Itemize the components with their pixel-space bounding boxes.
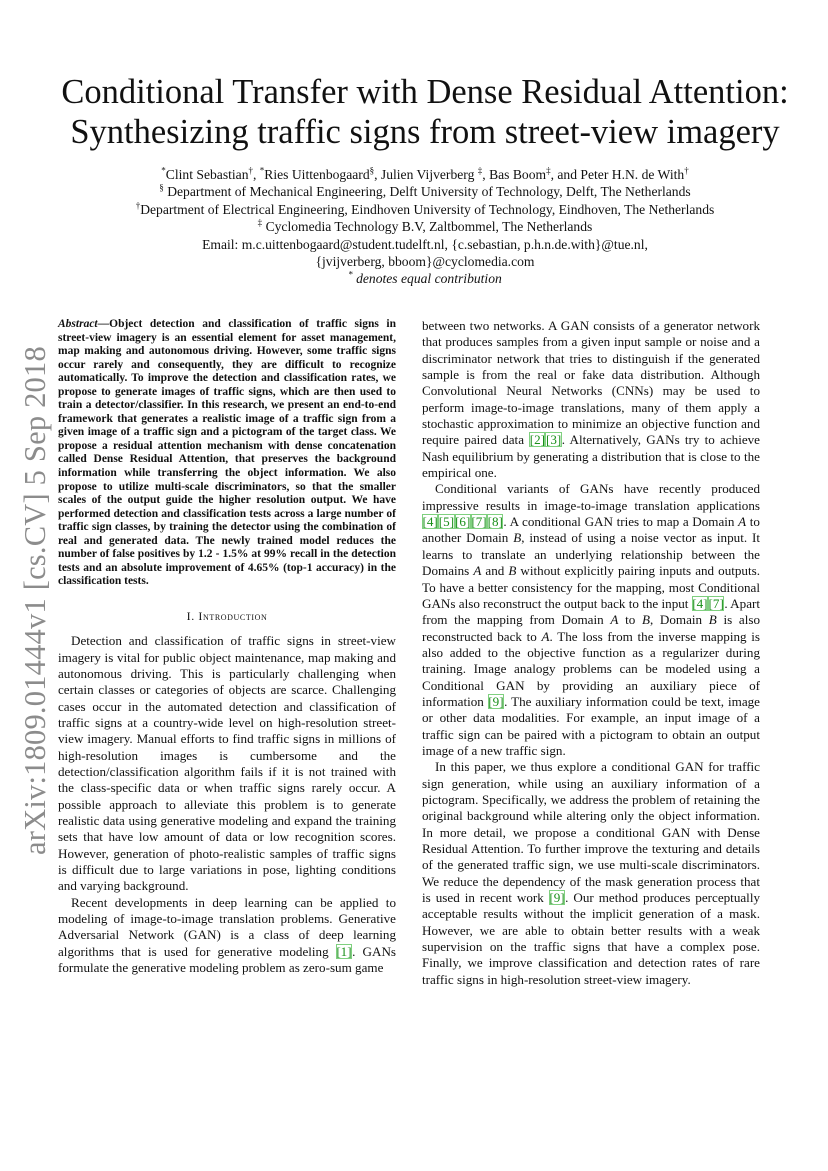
author-names: *Clint Sebastian†, *Ries Uittenbogaard§, Julien Vijverberg ‡, Bas Boom‡, and Peter H.N. de With† [161,165,689,182]
citation-link[interactable]: [4] [692,595,708,611]
abstract-label: Abstract [58,318,98,330]
affiliation-text: Department of Electrical Engineering, Eindhoven University of Technology, Eindhoven, The Netherlands [140,201,715,217]
author-name: Julien Vijverberg [380,167,478,182]
paragraph [422,481,760,759]
equal-contribution-text: denotes equal contribution [352,271,502,287]
author-name: Clint Sebastian [165,167,249,182]
author-name: Bas Boom [489,167,547,182]
abstract [58,318,396,589]
paragraph [58,895,396,977]
math-symbol: B [513,530,522,546]
text-run: . The auxiliary information could be text, image or other data modalities. For example, an input image of a traffic sign can be paired with a pictogram to obtain an output image of a new traffic sign. [422,693,760,758]
text-run: . Our method produces perceptually acceptable results without the implicit generation of a mask. However, we are able to obtain better results with a weak supervision on the traffic signs that have a complex pose. Finally, we improve classification and detection rates of rare traffic signs in high-resolution street-view imagery. [422,890,760,987]
equal-contribution-mark: * [161,165,166,176]
citation-link[interactable]: [1] [336,943,352,959]
affiliation-delft [60,183,790,200]
math-symbol: A [738,514,747,530]
affiliation-text: Cyclomedia Technology B.V, Zaltbommel, The Netherlands [262,219,593,235]
text-run: without explicitly pairing inputs and outputs. To have a better consistency for the mapping, most Conditional GANs also reconstruct the output back to the input [422,563,760,611]
math-symbol: B [641,612,650,628]
text-run: and [481,563,509,579]
affiliation-mark: ‡ [477,165,483,176]
text-run: . The loss from the inverse mapping is also added to the objective function as a regularizer during training. Image analogy problems can be modeled using a Conditional GAN by providing an auxiliary piece of information [422,628,761,709]
affiliation-mark: ‡ [257,217,263,228]
text-run: Conditional variants of GANs have recently produced impressive results in image-to-image translation applications [422,481,760,513]
affiliation-eindhoven [60,201,790,218]
math-symbol: B [708,612,717,628]
author-block [60,166,790,288]
text-run: to [618,612,642,628]
citation-link[interactable]: [8] [487,514,503,530]
text-run: , instead of using a noise vector as input. It learns to translate an underlying relationship between the Domains [422,530,760,579]
arxiv-identifier: arXiv:1809.01444v1 [cs.CV] 5 Sep 2018 [18,346,52,855]
affiliation-text: Department of Mechanical Engineering, Delft University of Technology, Delft, The Netherlands [163,184,691,200]
citation-link[interactable]: [6] [455,514,471,530]
text-run: , Domain [649,612,709,628]
right-column [422,318,760,988]
affiliation-mark: † [135,200,141,211]
paragraph [422,318,760,481]
equal-contribution-mark: * [259,165,265,176]
title-line-2: Synthesizing traffic signs from street-view imagery [70,113,780,151]
text-run: . GANs formulate the generative modeling problem as zero-sum game [58,943,396,976]
author-name: Ries Uittenbogaard [264,167,370,182]
affiliation-mark: § [159,182,164,193]
citation-link[interactable]: [3] [545,432,562,448]
affiliation-mark: † [248,165,253,176]
text-run: Recent developments in deep learning can be applied to modeling of image-to-image translation problems. Generative Adversarial Network (GAN) is a class of deep learning algorithms that is used for generative modeling [58,894,396,959]
left-column [58,318,396,977]
citation-link[interactable]: [7] [708,595,724,611]
citation-link[interactable]: [2] [529,432,545,448]
title-line-1: Conditional Transfer with Dense Residual Attention: [61,73,789,111]
citation-link[interactable]: [9] [549,890,565,906]
affiliation-mark: † [684,165,689,176]
text-run: between two networks. A GAN consists of a generator network that produces samples from a given input sample or noise and a discriminator network that tries to distinguish if the generated sample is from the real or fake data distribution. Although Convolutional Neural Networks (CNNs) may be used to perform image-to-image translations, many of them apply a stochastic approximation to minimize an objective function and require paired data [422,318,760,448]
citation-link[interactable]: [7] [471,514,487,530]
text-run: is also reconstructed back to [422,612,761,644]
math-symbol: A [610,612,619,628]
text-run: . Alternatively, GANs try to achieve Nash equilibrium by generating a distribution that is close to the empirical one. [422,432,760,481]
equal-contribution-mark: * [348,269,353,280]
email-line-1: Email: m.c.uittenbogaard@student.tudelft.nl, {c.sebastian, p.h.n.de.with}@tue.nl, [202,236,648,252]
math-symbol: B [508,563,517,579]
math-symbol: A [473,563,482,579]
citation-link[interactable]: [5] [438,514,455,530]
section-heading-introduction: I. Introduction [186,608,268,623]
citation-link[interactable]: [9] [488,693,504,709]
author-name: and Peter H.N. de With [557,167,685,182]
abstract-text: —Object detection and classification of traffic signs in street-view imagery is an essential element for asset management, map making and autonomous driving. However, some traffic signs occur rarely and consequently, they are difficult to recognize automatically. To improve the detection and classification rates, we propose to generate images of traffic signs, which are then used to train a detector/classifier. In this research, we present an end-to-end framework that generates a realistic image of a traffic sign from a given image of a traffic sign and a pictogram of the target class. We propose a residual attention mechanism with dense concatenation called Dense Residual Attention, that preserves the background information while transferring the object information. We also propose to utilize multi-scale discriminators, so that the smaller scales of the output guide the higher resolution output. We have performed detection and classification tests across a large number of traffic sign classes, by training the detector using the combination of real and generated data. The newly trained model reduces the number of false positives by 1.2 - 1.5% at 99% recall in the detection tests and an absolute improvement of 4.65% (top-1 accuracy) in the classification tests. [58,318,396,588]
math-symbol: A [541,628,550,644]
text-run: . Apart from the mapping from Domain [422,595,760,628]
affiliation-cyclomedia [60,218,790,235]
paragraph: Detection and classification of traffic signs in street-view imagery is vital for public object maintenance, map making and autonomous driving. This is particularly challenging when certain classes or categories of objects are scarce. Challenging cases occur in the automated detection and classification of traffic signs at a country-wide level on high-resolution street-view imagery. Manual efforts to find traffic signs in millions of high-resolution images is cumbersome and the detection/classification algorithm fails if it is not trained with the class-specific data or when traffic signs rarely occur. A possible approach to alleviate this problem is to generate realistic data using generative modeling and expand the training sets that have low amount of data or low recognition scores. However, generation of photo-realistic samples of traffic signs is difficult due to large variations in pose, lighting conditions and varying background. [58,633,396,894]
paragraph [422,759,760,988]
equal-contribution-note [60,270,790,287]
affiliation-mark: § [369,165,375,176]
affiliation-mark: ‡ [546,165,551,176]
email-line-2: {jvijverberg, bboom}@cyclomedia.com [315,254,535,270]
text-run: to another Domain [422,514,760,546]
text-run: In this paper, we thus explore a conditional GAN for traffic sign generation, while using an auxiliary information of a pictogram. Specifically, we address the problem of retaining the original background while altering only the object information. In more detail, we propose a conditional GAN with Dense Residual Attention. To further improve the texturing and details of the generated traffic sign, we use multi-scale discriminators. We reduce the dependency of the mask generation process that is used in recent work [422,759,760,906]
paper-title [40,72,810,152]
text-run: . A conditional GAN tries to map a Domain [503,514,739,530]
citation-link[interactable]: [4] [422,514,438,530]
